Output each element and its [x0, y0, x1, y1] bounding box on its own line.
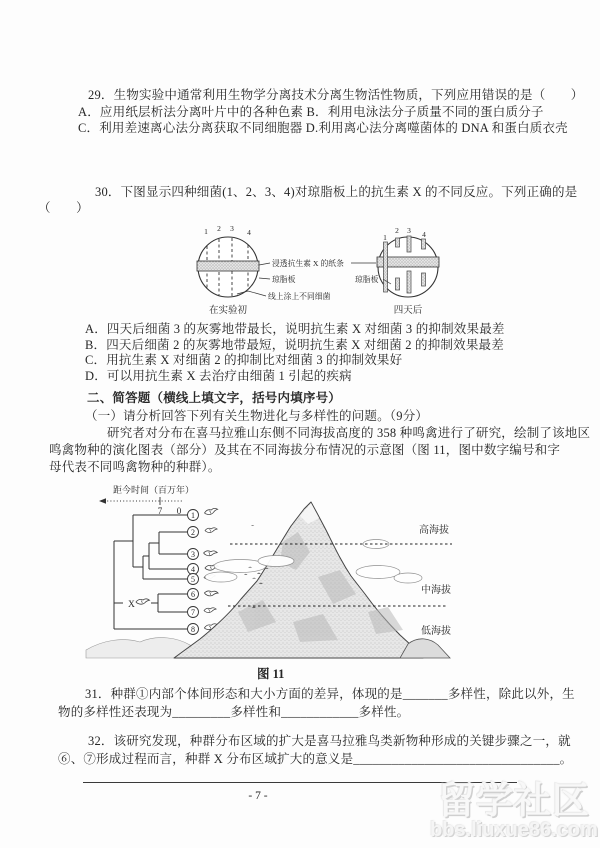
growth-bacteria-4-bottom — [422, 273, 426, 286]
section2-header: 二、简答题（横线上填文字，括号内填序号） — [87, 391, 342, 405]
tick-0: 0 — [176, 506, 182, 516]
dish-after-caption: 四天后 — [393, 306, 423, 316]
dish2-num-1: 1 — [383, 233, 387, 242]
ancestor-x-label: X — [128, 600, 135, 610]
dish-after-4-days — [377, 226, 439, 316]
taxon-7: 7 — [191, 608, 195, 617]
section2-para-3: 母代表不同鸣禽物种的种群）。 — [49, 460, 221, 474]
q29-options-ab: A．应用纸层析法分离叶片中的各种色素 B．利用电泳法分子质量不同的蛋白质分子 — [78, 105, 544, 119]
growth-bacteria-4-top — [422, 239, 426, 249]
q32-line-2: ⑥、⑦形成过程而言，种群 X 分布区域扩大的意义是________________________________。 — [58, 752, 573, 766]
petri-dish-figure — [140, 222, 540, 318]
elevation-label-high: 高海拔 — [419, 525, 449, 536]
growth-bacteria-3-top — [407, 236, 411, 252]
taxa-bird-icons — [203, 508, 218, 630]
dish2-num-4: 4 — [422, 230, 426, 239]
dish1-num-2: 2 — [217, 224, 221, 233]
q30-option-c: C．用抗生素 X 对细菌 2 的抑制比对细菌 3 的抑制效果好 — [85, 353, 403, 367]
cladogram — [114, 515, 187, 629]
time-axis — [99, 497, 184, 516]
label-antibiotic-strip: 浸透抗生素 X 的纸条 — [272, 259, 344, 268]
taxon-5: 5 — [191, 575, 195, 584]
section2-intro: （一）请分析回答下列有关生物进化与多样性的问题。（9分） — [85, 409, 429, 423]
dish1-num-3: 3 — [230, 224, 234, 233]
label-agar-left: 琼脂板 — [272, 275, 296, 284]
taxon-6: 6 — [191, 590, 195, 599]
dish-initial-caption: 在实验初 — [208, 306, 248, 316]
taxon-3: 3 — [191, 550, 195, 559]
watermark-title: 留学社区 — [438, 780, 590, 821]
growth-bacteria-2-bottom — [396, 278, 400, 290]
q29-options-cd: C．利用差速离心法分离获取不同细胞器 D.利用离心法分离噬菌体的 DNA 和蛋白质衣壳 — [78, 121, 568, 135]
taxon-8: 8 — [191, 625, 195, 634]
taxa-nodes — [188, 510, 199, 635]
watermark-url: bbs.liuxue86.com — [430, 819, 598, 841]
taxon-4: 4 — [191, 565, 195, 574]
growth-bacteria-1 — [384, 242, 388, 292]
dish2-num-2: 2 — [395, 226, 399, 235]
dish1-num-4: 4 — [247, 228, 251, 237]
growth-bacteria-2-top — [396, 238, 400, 247]
antibiotic-strip-left — [197, 261, 259, 271]
dish2-num-3: 3 — [407, 226, 411, 235]
taxon-1: 1 — [191, 511, 195, 520]
section2-para-2: 鸣禽物种的演化图表（部分）及其在不同海拔分布情况的示意图（图 11，图中数字编号和字 — [49, 443, 561, 457]
watermark — [428, 782, 600, 840]
q30-stem: 30．下图显示四种细菌(1、2、3、4)对琼脂板上的抗生素 X 的不同反应。下列正确的是 — [95, 185, 578, 199]
elevation-label-low: 低海拔 — [421, 626, 451, 637]
taxon-2: 2 — [191, 528, 195, 537]
q31-line-1: 31．种群①内部个体间形态和大小方面的差异，体现的是_______多样性，除此以外，生 — [85, 687, 575, 701]
q30-option-a: A．四天后细菌 3 的灰雾地带最长，说明抗生素 X 对细菌 3 的抑制效果最差 — [85, 322, 505, 336]
q30-option-d: D．可以用抗生素 X 去治疗由细菌 1 引起的疾病 — [85, 369, 352, 383]
growth-bacteria-3-bottom — [407, 271, 411, 293]
q29-stem: 29．生物实验中通常利用生物学分离技术分离生物活性物质，下列应用错误的是（ ） — [88, 88, 584, 102]
dish-initial — [197, 224, 259, 316]
q32-line-1: 32．该研究发现，种群分布区域的扩大是喜马拉雅鸟类新物种形成的关键步骤之一，就 — [88, 734, 571, 748]
tick-7: 7 — [157, 506, 163, 516]
time-axis-label: 距今时间（百万年） — [113, 485, 195, 495]
page-number: - 7 - — [248, 790, 268, 802]
figure11-caption: 图 11 — [257, 667, 285, 681]
evolution-figure — [78, 482, 523, 662]
label-agar-right: 琼脂板 — [355, 275, 379, 284]
q30-bracket: （ ） — [38, 201, 89, 215]
dish1-num-1: 1 — [204, 227, 208, 236]
label-bacteria-lines: 线上涂上不同细菌 — [268, 292, 331, 301]
section2-para-1: 研究者对分布在喜马拉雅山东侧不同海拔高度的 358 种鸣禽进行了研究，绘制了该地区 — [107, 426, 591, 440]
elevation-label-mid: 中海拔 — [421, 585, 451, 596]
q31-line-2: 物的多样性还表现为_________多样性和____________多样性。 — [58, 705, 410, 719]
q30-option-b: B．四天后细菌 2 的灰雾地带最短，说明抗生素 X 对细菌 2 的抑制效果最差 — [85, 338, 504, 352]
